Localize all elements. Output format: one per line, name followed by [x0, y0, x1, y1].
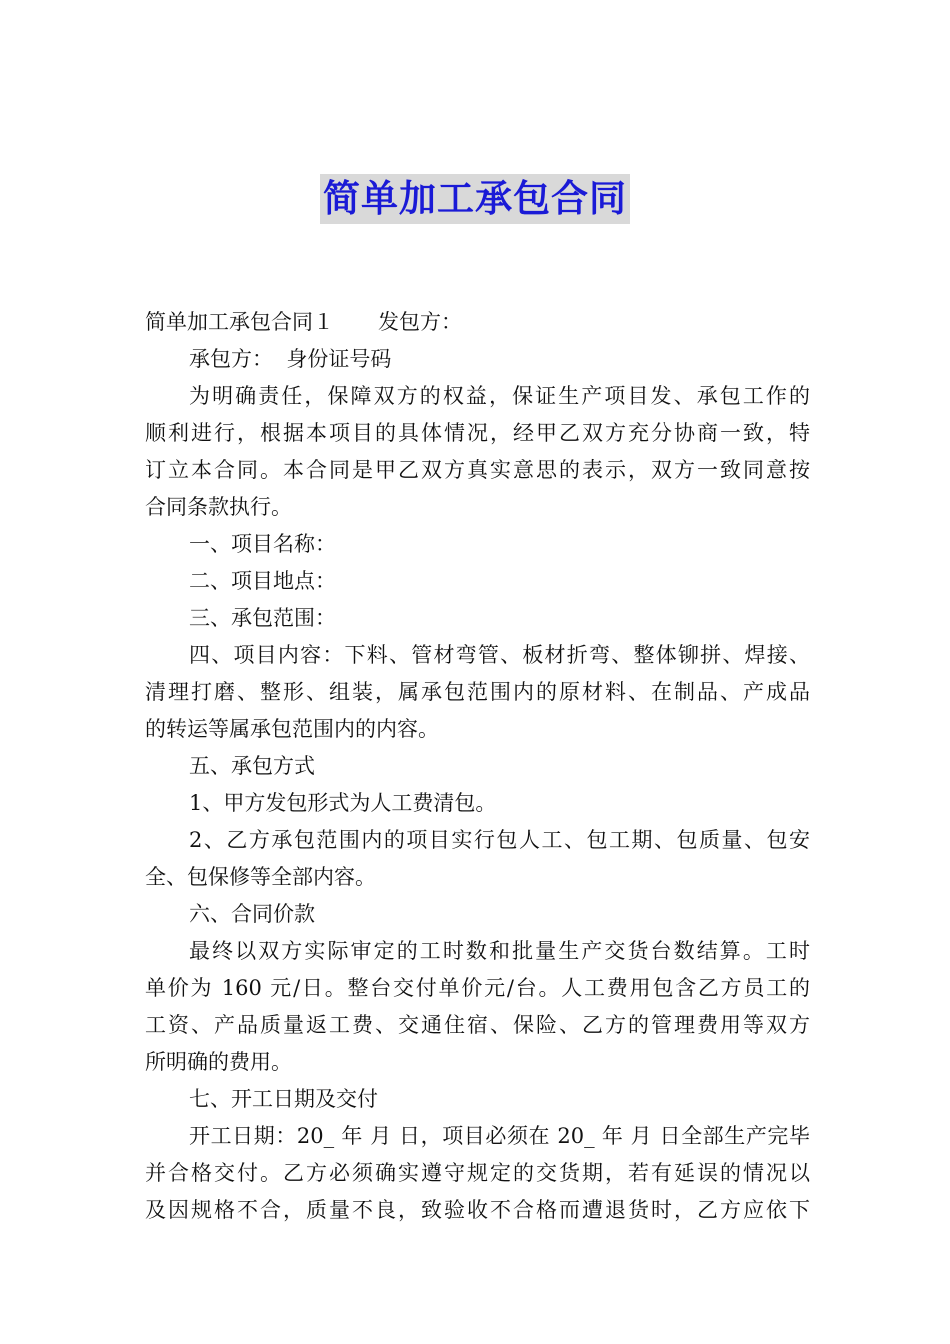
document-title: 简单加工承包合同 [320, 174, 630, 224]
section-6-line-2: 单价为 160 元/日。整台交付单价元/台。人工费用包含乙方员工的 [145, 976, 810, 1000]
intro-line-4: 合同条款执行。 [145, 495, 292, 519]
section-4-line-3: 的转运等属承包范围内的内容。 [145, 717, 439, 741]
header-line [145, 304, 810, 341]
contract-label: 简单加工承包合同１ [145, 310, 334, 334]
intro-line-1: 为明确责任，保障双方的权益，保证生产项目发、承包工作的 [189, 384, 810, 408]
section-6-heading: 六、合同价款 [189, 902, 315, 926]
section-7-line-2: 并合格交付。乙方必须确实遵守规定的交货期，若有延误的情况以 [145, 1161, 810, 1185]
section-5-item-2-line-2: 全、包保修等全部内容。 [145, 865, 376, 889]
section-7-line-3: 及因规格不合，质量不良，致验收不合格而遭退货时，乙方应依下 [145, 1198, 810, 1222]
section-6-line-1: 最终以双方实际审定的工时数和批量生产交货台数结算。工时 [189, 939, 810, 963]
document-body [145, 304, 810, 1229]
section-5-heading: 五、承包方式 [189, 754, 315, 778]
section-7-heading: 七、开工日期及交付 [189, 1087, 378, 1111]
title-container [0, 174, 950, 224]
intro-line-3: 订立本合同。本合同是甲乙双方真实意思的表示，双方一致同意按 [145, 458, 810, 482]
section-5-item-2-line-1: 2、乙方承包范围内的项目实行包人工、包工期、包质量、包安 [189, 828, 810, 852]
section-6-line-3: 工资、产品质量返工费、交通住宿、保险、乙方的管理费用等双方 [145, 1013, 810, 1037]
section-4-line-2: 清理打磨、整形、组装，属承包范围内的原材料、在制品、产成品 [145, 680, 810, 704]
section-4-line-1: 四、项目内容：下料、管材弯管、板材折弯、整体铆拼、焊接、 [189, 643, 810, 667]
section-5-item-1: 1、甲方发包形式为人工费清包。 [189, 791, 497, 815]
section-3-heading: 三、承包范围： [189, 606, 336, 630]
party-a-label: 发包方： [378, 310, 462, 334]
section-6-line-4: 所明确的费用。 [145, 1050, 292, 1074]
section-7-line-1: 开工日期：20_ 年 月 日，项目必须在 20_ 年 月 日全部生产完毕 [189, 1124, 810, 1148]
section-1-heading: 一、项目名称： [189, 532, 336, 556]
intro-line-2: 顺利进行，根据本项目的具体情况，经甲乙双方充分协商一致，特 [145, 421, 810, 445]
section-2-heading: 二、项目地点： [189, 569, 336, 593]
party-b-line: 承包方： 身份证号码 [189, 347, 392, 371]
